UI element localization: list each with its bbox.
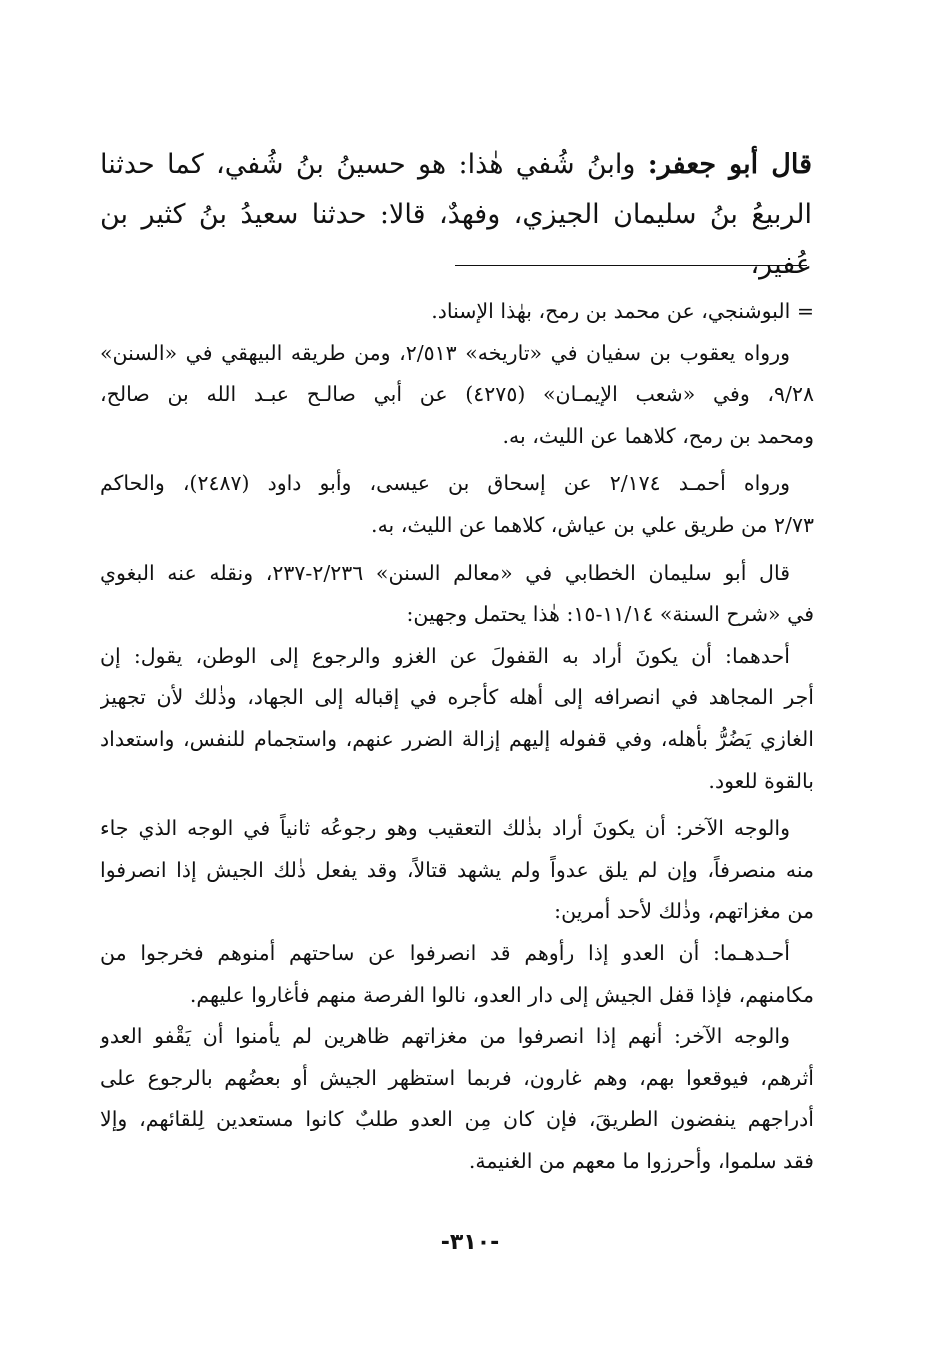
footnote-line: أثرهم، فيوقعوا بهم، وهم غارون، فربما استظهر الجيش أو بعضُهم بالرجوع على (100, 1065, 814, 1090)
footnote-line: ورواه يعقوب بن سفيان في «تاريخه» ٢/٥١٣، ومن طريقه البيهقي في «السنن» (100, 340, 791, 365)
footnote-line: فقد سلموا، وأحرزوا ما معهم من الغنيمة. (468, 1148, 814, 1173)
footnote-line: = البوشنجي، عن محمد بن رمح، بهٰذا الإسناد. (431, 299, 814, 323)
footnote-line: والوجه الآخر: أن يكونَ أراد بذٰلك التعقيب وهو رجوعُه ثانياً في الوجه الذي جاء (100, 816, 790, 841)
footnote-line: مكامنهم، فإذا قفل الجيش إلى دار العدو، نالوا الفرصة منهم فأغاروا عليهم. (189, 982, 814, 1007)
footnote-line: ورواه أحمـد ٢/١٧٤ عن إسحاق بن عيسى، وأبو داود (٢٤٨٧)، والحاكم (100, 471, 791, 496)
footnote-line: أجر المجاهد في انصرافه إلى أهله كأجره في إقباله إلى الجهاد، وذٰلك لأن تجهيز (100, 685, 814, 710)
footnote-line: في «شرح السنة» ١١/١٤-١٥: هٰذا يحتمل وجهين: (406, 602, 814, 627)
footnote-line: بالقوة للعود. (708, 768, 814, 793)
footnote-line: الغازي يَضُرُّ بأهله، وفي قفوله إليهم إزالة الضرر عنهم، واستجمام للنفس، واستعداد (100, 726, 814, 751)
footnote-line: منه منصرفاً، وإن لم يلق عدواً ولم يشهد قتالاً، وقد يفعل ذٰلك الجيش إذا انصرفوا (100, 857, 814, 882)
footnote-line: من مغزاتهم، وذٰلك لأحد أمرين: (554, 899, 814, 924)
footnote-line: ٩/٢٨، وفي «شعب الإيمـان» (٤٢٧٥) عن أبي صالـح عبـد الله بن صالح، (100, 382, 814, 407)
footnotes (100, 291, 814, 1182)
main-text-lead: قال أبو جعفر: (647, 149, 812, 180)
footnote-line: ٢/٧٣ من طريق علي بن عياش، كلاهما عن الليث، به. (371, 512, 814, 537)
footnote-line: والوجه الآخر: أنهم إذا انصرفوا من مغزاتهم ظاهرين لم يأمنوا أن يَقْفو العدو (100, 1024, 790, 1049)
footnote-divider (455, 265, 807, 266)
footnote-line: أدراجهم ينفضون الطريقَ، فإن كان مِن العدو طلبٌ كانوا مستعدين لِلقائهم، وإلا (100, 1107, 814, 1132)
main-text-body: وابنُ شُفي هٰذا: هو حسينُ بنُ شُفي، كما حدثنا الربيعُ بنُ سليمان الجيزي، وفهدٌ، قالا: حدثنا سعيدُ بنُ كثير بن عُفير، (100, 149, 812, 280)
footnote-line: أحدهما: أن يكونَ أراد به القفولَ عن الغزو والرجوع إلى الوطن، يقول: إن (100, 643, 790, 668)
footnote-line: قال أبو سليمان الخطابي في «معالم السنن» ٢/٢٣٦-٢٣٧، ونقله عنه البغوي (100, 560, 790, 585)
footnote-line: أحـدهـما: أن العدو إذا رأوهم قد انصرفوا عن ساحتهم أمنوهم فخرجوا من (100, 940, 790, 965)
main-text (100, 140, 812, 290)
page-number: -٣١٠- (440, 1230, 500, 1255)
footnote-line: ومحمد بن رمح، كلاهما عن الليث، به. (502, 423, 814, 448)
